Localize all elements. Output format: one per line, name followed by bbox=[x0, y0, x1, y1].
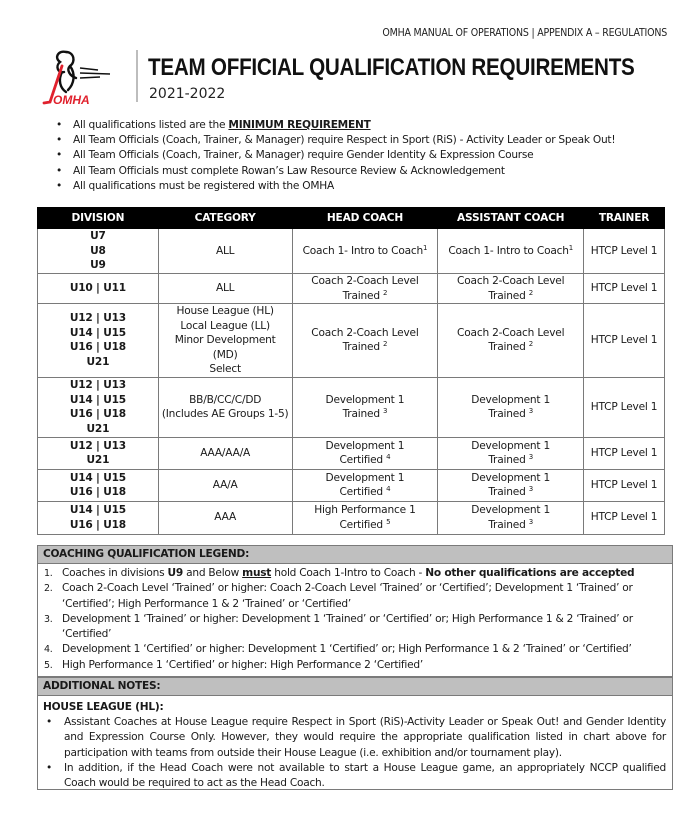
legend-item: 2. Coach 2-Coach Level ‘Trained’ or higher: Coach 2-Coach Level ‘Trained’ or ‘Certified’; Development 1 ‘Trained’ or ‘Certified’; High Performance 1 & 2 ‘Trained’ or ‘Certified’ bbox=[44, 582, 633, 610]
header-trainer: TRAINER bbox=[584, 208, 665, 229]
cell-assistant-coach: Development 1 Trained $^3$ bbox=[438, 377, 584, 437]
header-head-coach: HEAD COACH bbox=[292, 208, 438, 229]
cell-trainer: HTCP Level 1 bbox=[584, 304, 665, 378]
legend-item: 1. Coaches in divisions U9 and Below must hold Coach 1-Intro to Coach - No other qualifications are accepted bbox=[44, 567, 635, 579]
cell-assistant-coach: Development 1 Trained $^3$ bbox=[438, 469, 584, 501]
cell-trainer: HTCP Level 1 bbox=[584, 501, 665, 534]
requirement-item: • All Team Officials (Coach, Trainer, & Manager) require Respect in Sport (RiS) - Activity Leader or Speak Out! bbox=[56, 133, 615, 148]
table-header-row bbox=[38, 208, 665, 229]
legend-title: COACHING QUALIFICATION LEGEND: bbox=[38, 546, 672, 564]
qualification-table bbox=[37, 207, 665, 535]
season-year: 2021-2022 bbox=[149, 86, 226, 102]
cell-assistant-coach: Development 1 Trained $^3$ bbox=[438, 437, 584, 469]
footnote-ref: 2 bbox=[383, 288, 388, 297]
footnote-ref: 3 bbox=[528, 485, 534, 493]
table-row bbox=[38, 469, 665, 501]
cell-division: U14 | U15 U16 | U18 bbox=[38, 501, 159, 534]
cell-head-coach: Development 1 Certified $^4$ bbox=[292, 469, 438, 501]
legend-item: 5. High Performance 1 ‘Certified’ or higher: High Performance 2 ‘Certified’ bbox=[44, 658, 423, 671]
cell-head-coach: High Performance 1 Certified $^5$ bbox=[292, 501, 438, 534]
footnote-ref: 3 bbox=[528, 517, 534, 526]
cell-division: U14 | U15 U16 | U18 bbox=[38, 469, 159, 501]
note-item: • Assistant Coaches at House League require Respect in Sport (RiS)-Activity Leader or Speak Out! and Gender Identity and Expression Course Only. However, they would require the appropriate qualification listed in chart above for participation with teams from outside their House League (i.e. exhibition and/or tournament play). bbox=[38, 715, 666, 761]
footnote-ref: 1 bbox=[423, 243, 428, 252]
notes-title: ADDITIONAL NOTES: bbox=[38, 678, 672, 696]
omha-logo-icon bbox=[36, 46, 131, 108]
table-row bbox=[38, 437, 665, 469]
footnote-ref: 2 bbox=[383, 340, 388, 349]
cell-trainer: HTCP Level 1 bbox=[584, 437, 665, 469]
table-body bbox=[38, 229, 665, 535]
table-row bbox=[38, 377, 665, 437]
cell-division: U7 U8 U9 bbox=[38, 229, 159, 274]
cell-division: U12 | U13 U21 bbox=[38, 437, 159, 469]
cell-assistant-coach: Development 1 Trained $^3$ bbox=[438, 501, 584, 534]
requirement-item: • All Team Officials must complete Rowan’s Law Resource Review & Acknowledgement bbox=[56, 164, 615, 179]
footnote-ref: 1 bbox=[568, 243, 574, 252]
requirement-item: • All Team Officials (Coach, Trainer, & Manager) require Gender Identity & Expression Course bbox=[56, 148, 615, 163]
legend-list bbox=[38, 564, 672, 676]
legend-item: 4. Development 1 ‘Certified’ or higher: Development 1 ‘Certified’ or; High Performance 1 & 2 ‘Trained’ or ‘Certified’ bbox=[44, 643, 632, 656]
requirement-item: • All qualifications must be registered with the OMHA bbox=[56, 179, 615, 194]
notes-list bbox=[38, 715, 672, 791]
additional-notes bbox=[37, 677, 673, 790]
cell-category: AAA bbox=[158, 501, 292, 534]
cell-division: U12 | U13 U14 | U15 U16 | U18 U21 bbox=[38, 304, 159, 378]
cell-assistant-coach: Coach 2-Coach Level Trained $^2$ bbox=[438, 274, 584, 304]
cell-trainer: HTCP Level 1 bbox=[584, 274, 665, 304]
cell-category: BB/B/CC/C/DD (Includes AE Groups 1-5) bbox=[158, 377, 292, 437]
footnote-ref: 3 bbox=[528, 407, 534, 415]
header-assistant-coach: ASSISTANT COACH bbox=[438, 208, 584, 229]
cell-division: U12 | U13 U14 | U15 U16 | U18 U21 bbox=[38, 377, 159, 437]
cell-trainer: HTCP Level 1 bbox=[584, 469, 665, 501]
footnote-ref: 2 bbox=[528, 340, 534, 349]
cell-category: ALL bbox=[158, 229, 292, 274]
coaching-legend bbox=[37, 545, 673, 677]
requirements-list bbox=[56, 118, 615, 194]
cell-head-coach: Coach 2-Coach Level Trained $^2$ bbox=[292, 274, 438, 304]
header-category: CATEGORY bbox=[158, 208, 292, 229]
minimum-requirement-emphasis: MINIMUM REQUIREMENT bbox=[228, 119, 371, 131]
running-header: OMHA MANUAL OF OPERATIONS | APPENDIX A – REGULATIONS bbox=[382, 27, 667, 39]
title-divider bbox=[136, 50, 138, 102]
svg-text:OMHA: OMHA bbox=[53, 93, 90, 107]
cell-category: House League (HL) Local League (LL) Minor Development (MD) Select bbox=[158, 304, 292, 378]
cell-trainer: HTCP Level 1 bbox=[584, 377, 665, 437]
table-row bbox=[38, 304, 665, 378]
note-item: • In addition, if the Head Coach were not available to start a House League game, an appropriately NCCP qualified Coach would be required to act as the Head Coach. bbox=[38, 761, 666, 792]
footnote-ref: 5 bbox=[386, 517, 391, 526]
footnote-ref: 3 bbox=[528, 453, 534, 461]
cell-head-coach: Development 1 Trained $^3$ bbox=[292, 377, 438, 437]
legend-item: 3. Development 1 ‘Trained’ or higher: Development 1 ‘Trained’ or ‘Certified’ or; High Performance 1 & 2 ‘Trained’ or ‘Certified’ bbox=[44, 612, 633, 641]
cell-assistant-coach: Coach 1- Intro to Coach$^1$ bbox=[438, 229, 584, 274]
cell-division: U10 | U11 bbox=[38, 274, 159, 304]
page-title: TEAM OFFICIAL QUALIFICATION REQUIREMENTS bbox=[148, 54, 635, 81]
footnote-ref: 4 bbox=[386, 485, 391, 493]
requirement-item: • All qualifications listed are the MINIMUM REQUIREMENT bbox=[56, 118, 615, 133]
cell-category: AAA/AA/A bbox=[158, 437, 292, 469]
cell-head-coach: Coach 1- Intro to Coach$^1$ bbox=[292, 229, 438, 274]
table-row bbox=[38, 501, 665, 534]
house-league-subtitle: HOUSE LEAGUE (HL): bbox=[43, 701, 164, 713]
cell-category: ALL bbox=[158, 274, 292, 304]
cell-trainer: HTCP Level 1 bbox=[584, 229, 665, 274]
footnote-ref: 4 bbox=[386, 453, 391, 461]
cell-assistant-coach: Coach 2-Coach Level Trained $^2$ bbox=[438, 304, 584, 378]
footnote-ref: 3 bbox=[383, 407, 388, 415]
footnote-ref: 2 bbox=[528, 288, 534, 297]
header-division: DIVISION bbox=[38, 208, 159, 229]
table-row bbox=[38, 274, 665, 304]
cell-head-coach: Development 1 Certified $^4$ bbox=[292, 437, 438, 469]
cell-category: AA/A bbox=[158, 469, 292, 501]
table-row bbox=[38, 229, 665, 274]
cell-head-coach: Coach 2-Coach Level Trained $^2$ bbox=[292, 304, 438, 378]
